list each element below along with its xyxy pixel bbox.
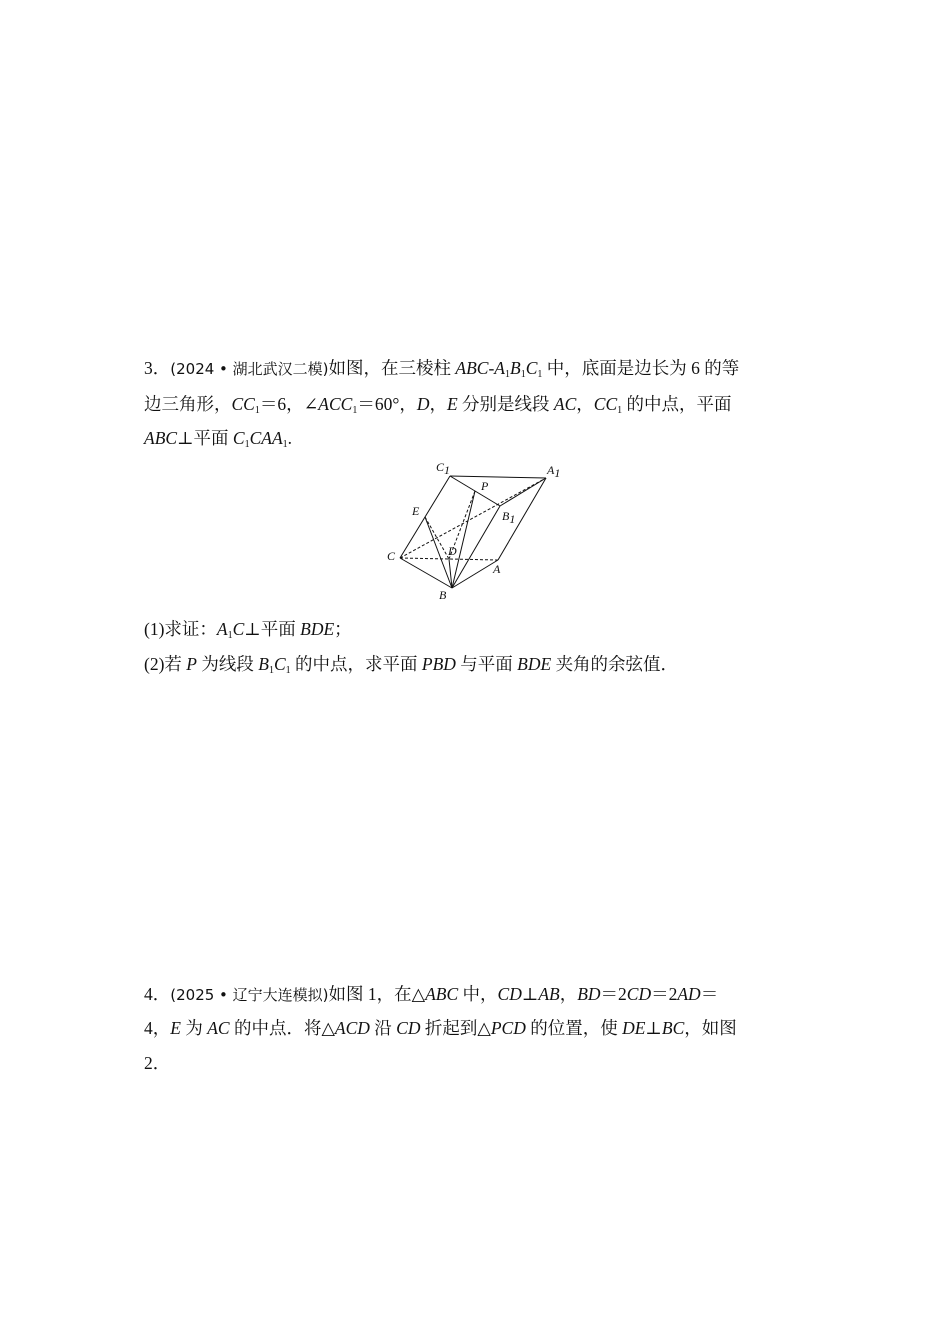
problem3-question1: (1)求证：$A_1C\perp$平面 BDE； <box>144 619 352 641</box>
label-A1: A1 <box>547 463 561 480</box>
edge-AB <box>452 560 498 588</box>
problem3-line1: 3．(2024 • 湖北武汉二模)如图，在三棱柱 ABC-$A_1B_1C_1$ 中，底面是边长为 6 的等 <box>144 358 740 380</box>
edge-C1A1 <box>450 476 546 478</box>
edge-A1B1 <box>500 478 546 506</box>
problem4-line2: 4，E 为 AC 的中点．将△ACD 沿 CD 折起到△PCD 的位置，使 DE⊥BC，如图 <box>144 1018 737 1038</box>
problem3-number: 3． <box>144 358 171 378</box>
label-A: A <box>493 562 501 576</box>
label-B: B <box>439 588 447 602</box>
problem4-line1: 4．(2025 • 辽宁大连模拟)如图 1，在△ABC 中，CD⊥AB，BD＝2CD＝2AD＝ <box>144 984 719 1004</box>
edge-CB <box>400 558 452 588</box>
label-E: E <box>412 504 420 518</box>
problem3-line2: 边三角形，$CC_1=6$，$\angle ACC_1=60^\circ$，D，E 分别是线段 AC，$CC_1$ 的中点，平面 <box>144 394 732 416</box>
problem4-line3: 2． <box>144 1053 171 1073</box>
problem4-number: 4． <box>144 984 171 1004</box>
label-D: D <box>448 544 457 558</box>
problem4-source: (2025 • 辽宁大连模拟) <box>170 986 329 1004</box>
label-B1: B1 <box>502 509 516 526</box>
label-C1: C1 <box>436 460 451 477</box>
problem3-source: (2024 • 湖北武汉二模) <box>170 360 329 378</box>
problem3-question2: (2)若 P 为线段 $B_1C_1$ 的中点，求平面 PBD 与平面 BDE 夹角的余弦值． <box>144 654 679 676</box>
prism-figure <box>382 458 572 608</box>
problem3-line3: ABC⊥平面 $C_1CAA_1$. <box>144 428 293 450</box>
label-C: C <box>387 549 396 563</box>
segment-PB <box>452 491 475 588</box>
label-P: P <box>481 479 489 493</box>
